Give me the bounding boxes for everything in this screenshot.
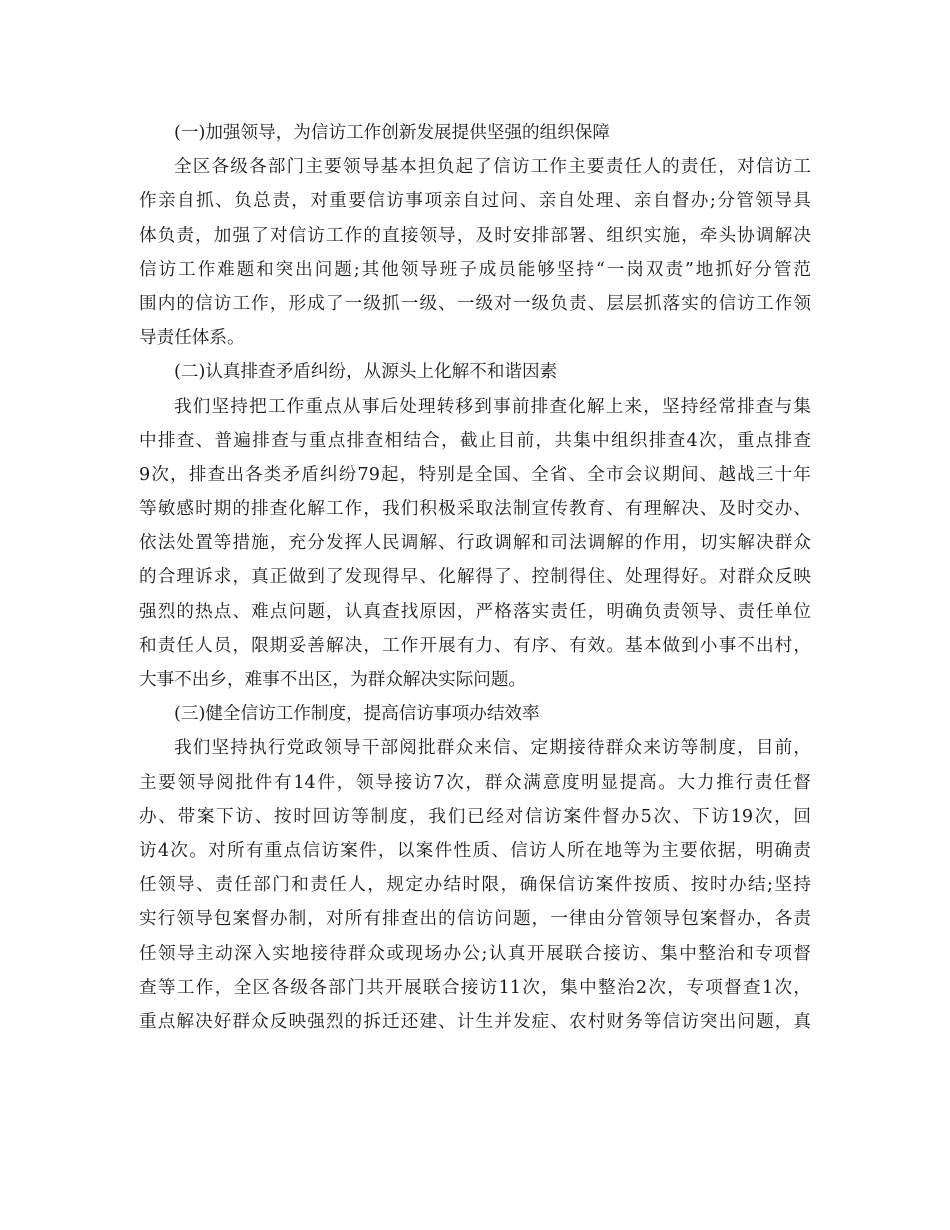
paragraph-3-line: 我们坚持执行党政领导干部阅批群众来信、定期接待群众来访等制度，目前， [174, 738, 811, 759]
paragraph-1-line: 体负责，加强了对信访工作的直接领导，及时安排部署、组织实施，牵头协调解决 [139, 225, 811, 246]
paragraph-1-line: 导责任体系。 [139, 328, 245, 349]
paragraph-2-line: 等敏感时期的排查化解工作，我们积极采取法制宣传教育、有理解决、及时交办、 [139, 499, 811, 520]
paragraph-2-line: 大事不出乡，难事不出区，为群众解决实际问题。 [139, 670, 527, 690]
paragraph-1-line: 信访工作难题和突出问题;其他领导班子成员能够坚持“一岗双责”地抓好分管范 [139, 259, 811, 280]
paragraph-1-line: 全区各级各部门主要领导基本担负起了信访工作主要责任人的责任，对信访工 [174, 157, 811, 178]
document-body [139, 116, 811, 1039]
paragraph-3-line: 任领导、责任部门和责任人，规定办结时限，确保信访案件按质、按时办结;坚持 [139, 875, 811, 896]
paragraph-2-line: 强烈的热点、难点问题，认真查找原因，严格落实责任，明确负责领导、责任单位 [139, 601, 811, 622]
paragraph-3-line: 实行领导包案督办制，对所有排查出的信访问题，一律由分管领导包案督办，各责 [139, 909, 811, 930]
paragraph-3-line: 访4次。对所有重点信访案件，以案件性质、信访人所在地等为主要依据，明确责 [139, 840, 811, 861]
paragraph-3-line: 查等工作，全区各级各部门共开展联合接访11次，集中整治2次，专项督查1次， [139, 977, 811, 998]
section-heading-3: (三)健全信访工作制度，提高信访事项办结效率 [174, 704, 540, 725]
paragraph-1-line: 围内的信访工作，形成了一级抓一级、一级对一级负责、层层抓落实的信访工作领 [139, 293, 811, 314]
paragraph-3-line: 任领导主动深入实地接待群众或现场办公;认真开展联合接访、集中整治和专项督 [139, 943, 811, 964]
paragraph-3-line: 办、带案下访、按时回访等制度，我们已经对信访案件督办5次、下访19次，回 [139, 806, 811, 827]
paragraph-2-line: 中排查、普遍排查与重点排查相结合，截止目前，共集中组织排查4次，重点排查 [139, 430, 811, 451]
section-heading-2: (二)认真排查矛盾纠纷，从源头上化解不和谐因素 [174, 362, 558, 383]
paragraph-2-line: 9次，排查出各类矛盾纠纷79起，特别是全国、全省、全市会议期间、越战三十年 [139, 464, 811, 485]
paragraph-3-line: 重点解决好群众反映强烈的拆迁还建、计生并发症、农村财务等信访突出问题，真 [139, 1011, 811, 1032]
paragraph-1-line: 作亲自抓、负总责，对重要信访事项亲自过问、亲自处理、亲自督办;分管领导具 [139, 191, 811, 212]
section-heading-1: (一)加强领导，为信访工作创新发展提供坚强的组织保障 [174, 123, 610, 143]
paragraph-3-line: 主要领导阅批件有14件，领导接访7次，群众满意度明显提高。大力推行责任督 [139, 772, 811, 793]
paragraph-2-line: 的合理诉求，真正做到了发现得早、化解得了、控制得住、处理得好。对群众反映 [139, 567, 811, 588]
paragraph-2-line: 依法处置等措施，充分发挥人民调解、行政调解和司法调解的作用，切实解决群众 [139, 533, 811, 554]
paragraph-2-line: 和责任人员，限期妥善解决，工作开展有力、有序、有效。基本做到小事不出村， [139, 635, 811, 656]
paragraph-2-line: 我们坚持把工作重点从事后处理转移到事前排查化解上来，坚持经常排查与集 [174, 396, 811, 417]
